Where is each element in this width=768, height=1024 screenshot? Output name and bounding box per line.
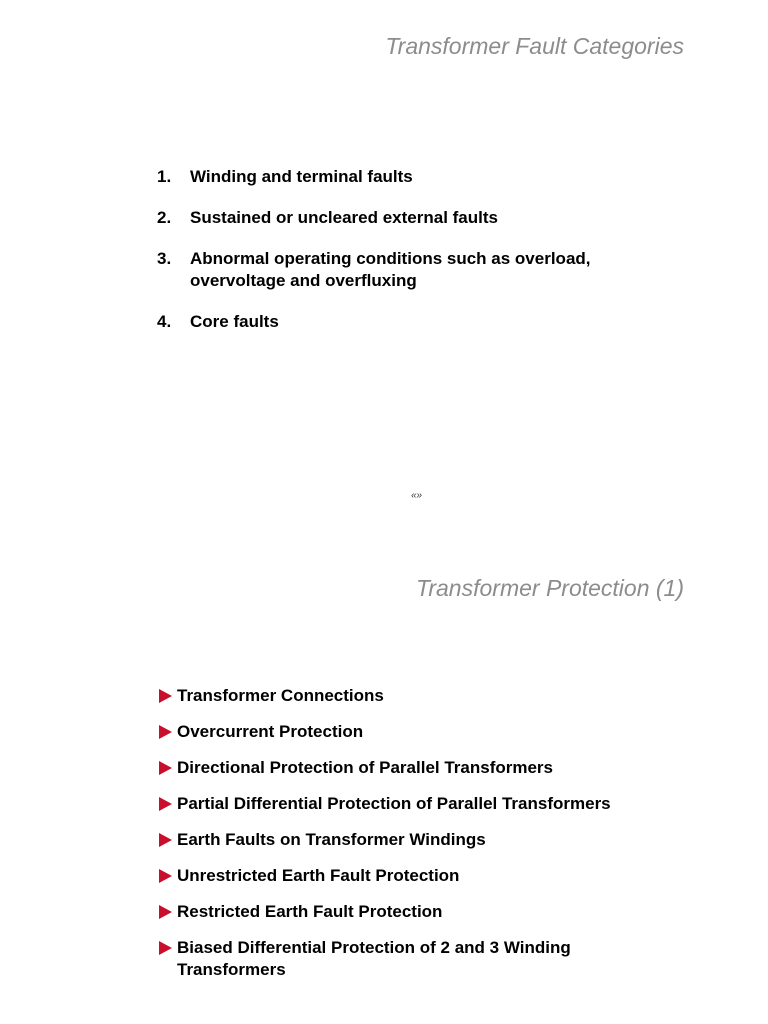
item-text: Winding and terminal faults [190,167,413,186]
item-text: Sustained or uncleared external faults [190,208,498,227]
list-item [157,721,677,743]
list-item [157,311,677,333]
list-item [157,248,677,292]
red-arrow-bullet-icon [159,905,172,919]
list-item [157,207,677,229]
item-number: 3. [157,249,172,268]
red-arrow-bullet-icon [159,725,172,739]
list-item [157,865,677,887]
section-title-transformer-protection: Transformer Protection (1) [416,575,684,601]
item-text: Restricted Earth Fault Protection [177,902,443,921]
item-number: 4. [157,312,172,331]
section-title-fault-categories: Transformer Fault Categories [385,33,684,59]
fault-categories-list [157,166,677,352]
red-arrow-bullet-icon [159,761,172,775]
red-arrow-bullet-icon [159,941,172,955]
list-item [157,685,677,707]
item-text: Core faults [190,312,279,331]
list-item [157,937,677,981]
item-text: Earth Faults on Transformer Windings [177,830,486,849]
red-arrow-bullet-icon [159,797,172,811]
item-text: Transformer Connections [177,686,384,705]
list-item [157,901,677,923]
item-number: 1. [157,167,172,186]
item-text: Partial Differential Protection of Parallel Transformers [177,794,611,813]
red-arrow-bullet-icon [159,869,172,883]
item-text: Overcurrent Protection [177,722,364,741]
item-text: Abnormal operating conditions such as overload, overvoltage and overfluxing [190,249,591,290]
item-text: Directional Protection of Parallel Transformers [177,758,554,777]
red-arrow-bullet-icon [159,689,172,703]
item-text: Biased Differential Protection of 2 and 3 Winding Transformers [177,938,571,979]
list-item [157,793,677,815]
list-item [157,829,677,851]
protection-topics-list [157,685,677,995]
item-text: Unrestricted Earth Fault Protection [177,866,460,885]
page-marker: «» [411,490,423,501]
list-item [157,757,677,779]
item-number: 2. [157,208,172,227]
list-item [157,166,677,188]
red-arrow-bullet-icon [159,833,172,847]
